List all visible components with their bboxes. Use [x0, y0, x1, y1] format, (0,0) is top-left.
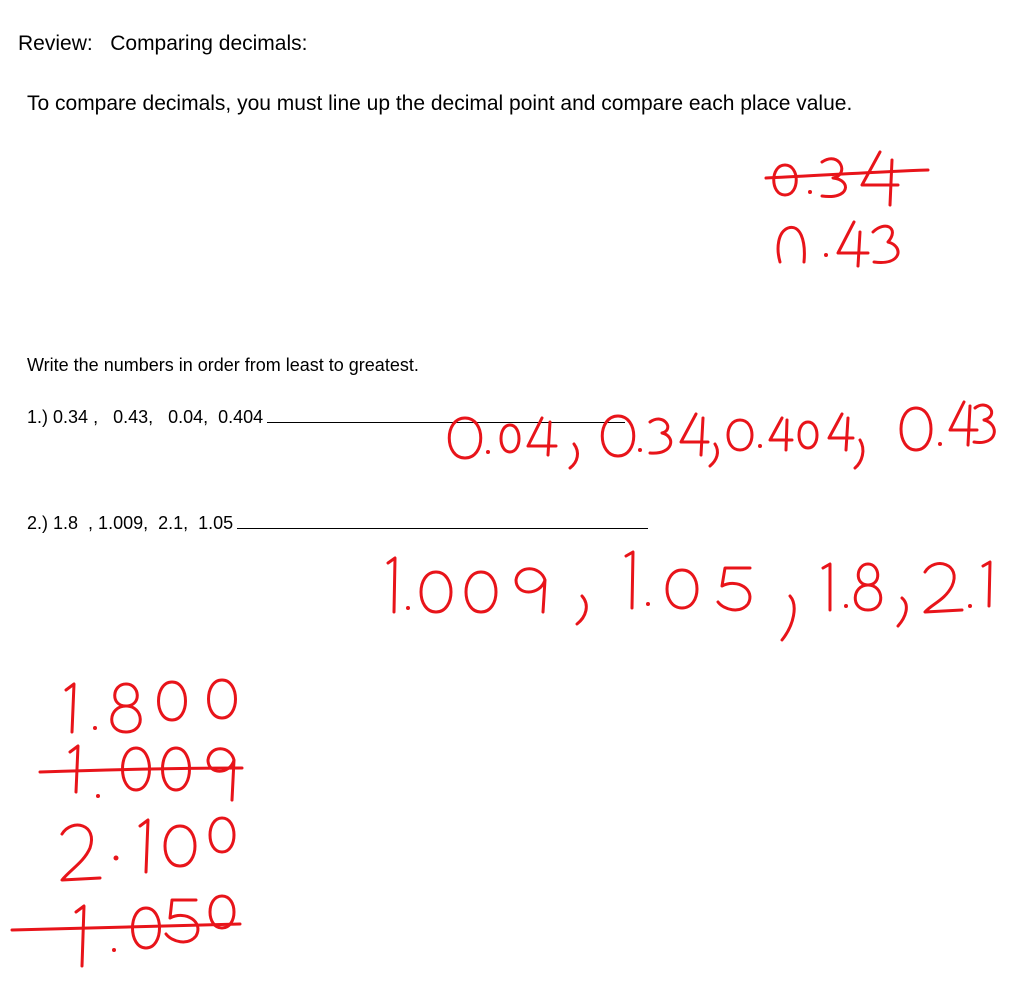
handwritten-value-2-100: [62, 818, 234, 880]
handwritten-aligned-column: [12, 680, 242, 966]
answer-blank-2: [237, 513, 648, 529]
handwritten-value-0-34: [766, 152, 928, 205]
handwritten-answer-2: [388, 552, 990, 640]
topic-title: Comparing decimals:: [110, 32, 308, 55]
handwritten-comparison-example: [766, 152, 928, 266]
problem-1: [27, 407, 625, 428]
page-title: [18, 32, 307, 56]
handwritten-value-1-009-crossed: [40, 746, 242, 800]
instruction-text: To compare decimals, you must line up the decimal point and compare each place value.: [27, 92, 853, 115]
problem-2-label: 2.): [27, 513, 49, 533]
order-prompt: Write the numbers in order from least to greatest.: [27, 355, 419, 375]
answer-blank-1: [267, 407, 625, 423]
review-label: Review:: [18, 32, 93, 55]
handwritten-value-0-43: [778, 222, 898, 266]
handwritten-value-1-800: [66, 680, 236, 732]
problem-2-numbers: 1.8 , 1.009, 2.1, 1.05: [53, 513, 234, 533]
problem-1-numbers: 0.34 , 0.43, 0.04, 0.404: [53, 407, 264, 427]
problem-2: [27, 513, 648, 534]
problem-1-label: 1.): [27, 407, 49, 427]
handwritten-value-1-050-crossed: [12, 896, 240, 966]
